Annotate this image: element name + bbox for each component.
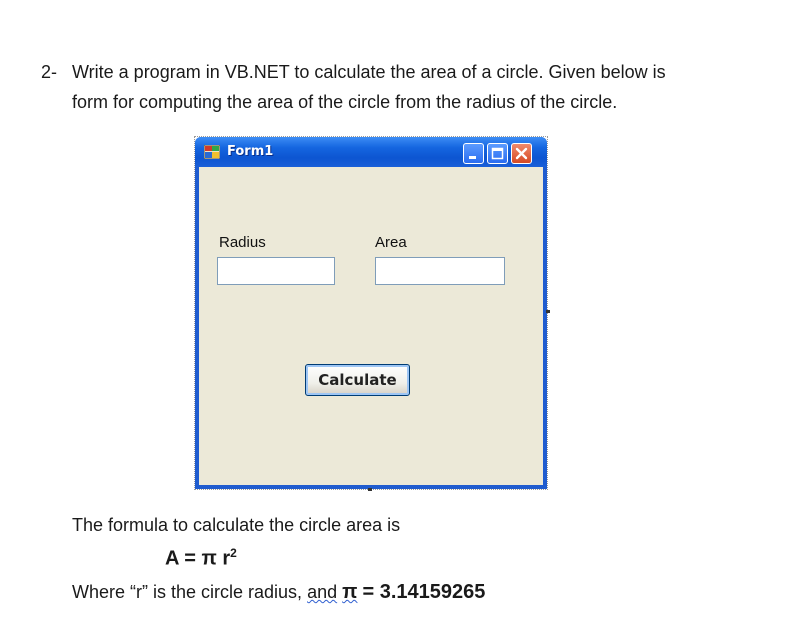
minimize-button[interactable] <box>463 143 484 164</box>
area-formula <box>165 546 237 571</box>
formula-exponent: 2 <box>230 546 237 560</box>
resize-marker-bottom <box>368 488 372 491</box>
question-text-line-2: form for computing the area of the circle from the radius of the circle. <box>72 92 618 112</box>
maximize-button[interactable] <box>487 143 508 164</box>
area-label: Area <box>375 234 407 251</box>
minimize-icon <box>464 144 483 163</box>
area-output[interactable] <box>375 257 505 285</box>
close-button[interactable] <box>511 143 532 164</box>
pi-value: = 3.14159265 <box>362 581 486 603</box>
window-frame <box>195 137 547 489</box>
radius-input[interactable] <box>217 257 335 285</box>
window-title: Form1 <box>227 144 274 159</box>
formula-intro: The formula to calculate the circle area is <box>72 515 401 535</box>
radius-definition <box>72 581 485 604</box>
form-app-icon[interactable] <box>204 145 220 159</box>
where-prefix: Where “r” is the circle radius, <box>72 582 303 602</box>
form-window <box>194 136 548 490</box>
calculate-button[interactable]: Calculate <box>305 364 410 396</box>
formula-expression: A = π r <box>165 547 231 570</box>
title-bar[interactable] <box>195 137 547 167</box>
form-client-area <box>199 167 543 485</box>
question-number: 2- <box>41 62 58 82</box>
close-icon <box>512 144 531 163</box>
radius-label: Radius <box>219 234 266 251</box>
maximize-icon <box>488 144 507 163</box>
pi-symbol: π <box>342 581 358 603</box>
resize-marker-right <box>546 310 550 313</box>
where-and: and <box>307 582 338 602</box>
question-text-line-1: Write a program in VB.NET to calculate the area of a circle. Given below is <box>72 62 666 82</box>
